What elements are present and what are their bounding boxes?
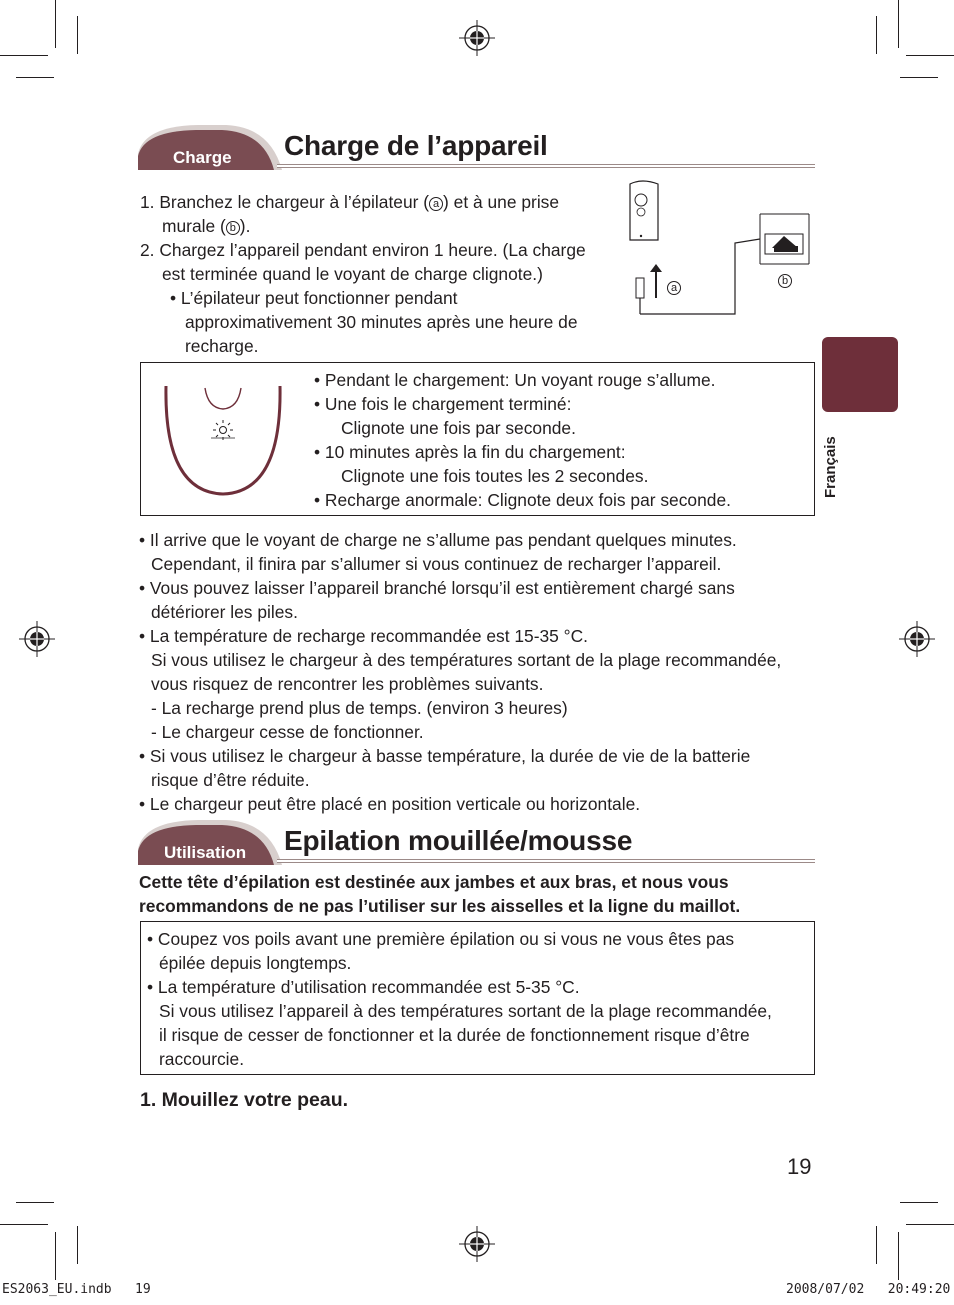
language-tab (822, 337, 898, 412)
registration-mark-right (899, 621, 935, 657)
wet-epilation-box-list: • Coupez vos poils avant une première épilation ou si vous ne vous êtes pas épilée depuis longtemps. • La température d’utilisation recommandée est 5-35 °C. Si vous utilisez l’appareil à des températures sortant de la plage recommandée, il risque de cesser de fonctionner et la durée de fonctionnement risque d’être raccourcie. (147, 929, 772, 1069)
page-number: 19 (787, 1154, 812, 1179)
figure-label-a: a (667, 279, 681, 297)
charge-title-rule (277, 164, 815, 168)
charge-notes: • Il arrive que le voyant de charge ne s’allume pas pendant quelques minutes. Cependant, il finira par s’allumer si vous continuez de recharger l’appareil. • Vous pouvez laisser l’appareil branché lorsqu’il est entièrement chargé sans détériorer les piles. • La température de recharge recommandée est 15-35 °C. Si vous utilisez le chargeur à des températures sortant de la plage recommandée, vous risquez de rencontrer les problèmes suivants. - La recharge prend plus de temps. (environ 3 heures) - Le chargeur cesse de fonctionner. • Si vous utilisez le chargeur à basse température, la durée de vie de la batterie risque d’être réduite. • Le chargeur peut être placé en position verticale ou horizontale. (139, 530, 782, 814)
charge-section-title: Charge de l’appareil (284, 130, 548, 161)
figure-label-b: b (778, 272, 792, 290)
label-b-marker: b (226, 221, 240, 235)
language-label: Français (822, 436, 839, 498)
registration-mark-left (19, 621, 55, 657)
charge-status-list: • Pendant le chargement: Un voyant rouge s’allume. • Une fois le chargement terminé: Clignote une fois par seconde. • 10 minutes après la fin du chargement: Clignote une fois toutes les 2 secondes. • Recharge anormale: Clignote deux fois par seconde. (314, 370, 731, 510)
wet-epilation-intro: Cette tête d’épilation est destinée aux jambes et aux bras, et nous vous recommandons de ne pas l’utiliser sur les aisselles et la ligne du maillot. (139, 872, 741, 916)
registration-mark-top (459, 20, 495, 56)
footer-timestamp: 2008/07/02 20:49:20 (786, 1282, 951, 1297)
registration-mark-bottom (459, 1226, 495, 1262)
step-1: 1. Branchez le chargeur à l’épilateur ( a ) et à une prise murale ( b ). (140, 192, 560, 236)
wet-step-1: 1. Mouillez votre peau. (140, 1089, 349, 1111)
footer-file-info: ES2063_EU.indb 19 (2, 1282, 151, 1297)
wet-epilation-title-rule (277, 859, 815, 863)
label-a-marker: a (429, 197, 443, 211)
wet-epilation-section-title: Epilation mouillée/mousse (284, 825, 633, 856)
charging-illustration (608, 180, 814, 320)
charging-lamp-illustration (163, 382, 283, 498)
step-2-sub-bullet: • L’épilateur peut fonctionner pendant approximativement 30 minutes après une heure de recharge. (170, 288, 578, 356)
utilisation-tab-label: Utilisation (164, 843, 247, 862)
step-2: 2. Chargez l’appareil pendant environ 1 heure. (La charge est terminée quand le voyant de charge clignote.) (140, 240, 586, 284)
charge-tab-label: Charge (173, 148, 232, 167)
